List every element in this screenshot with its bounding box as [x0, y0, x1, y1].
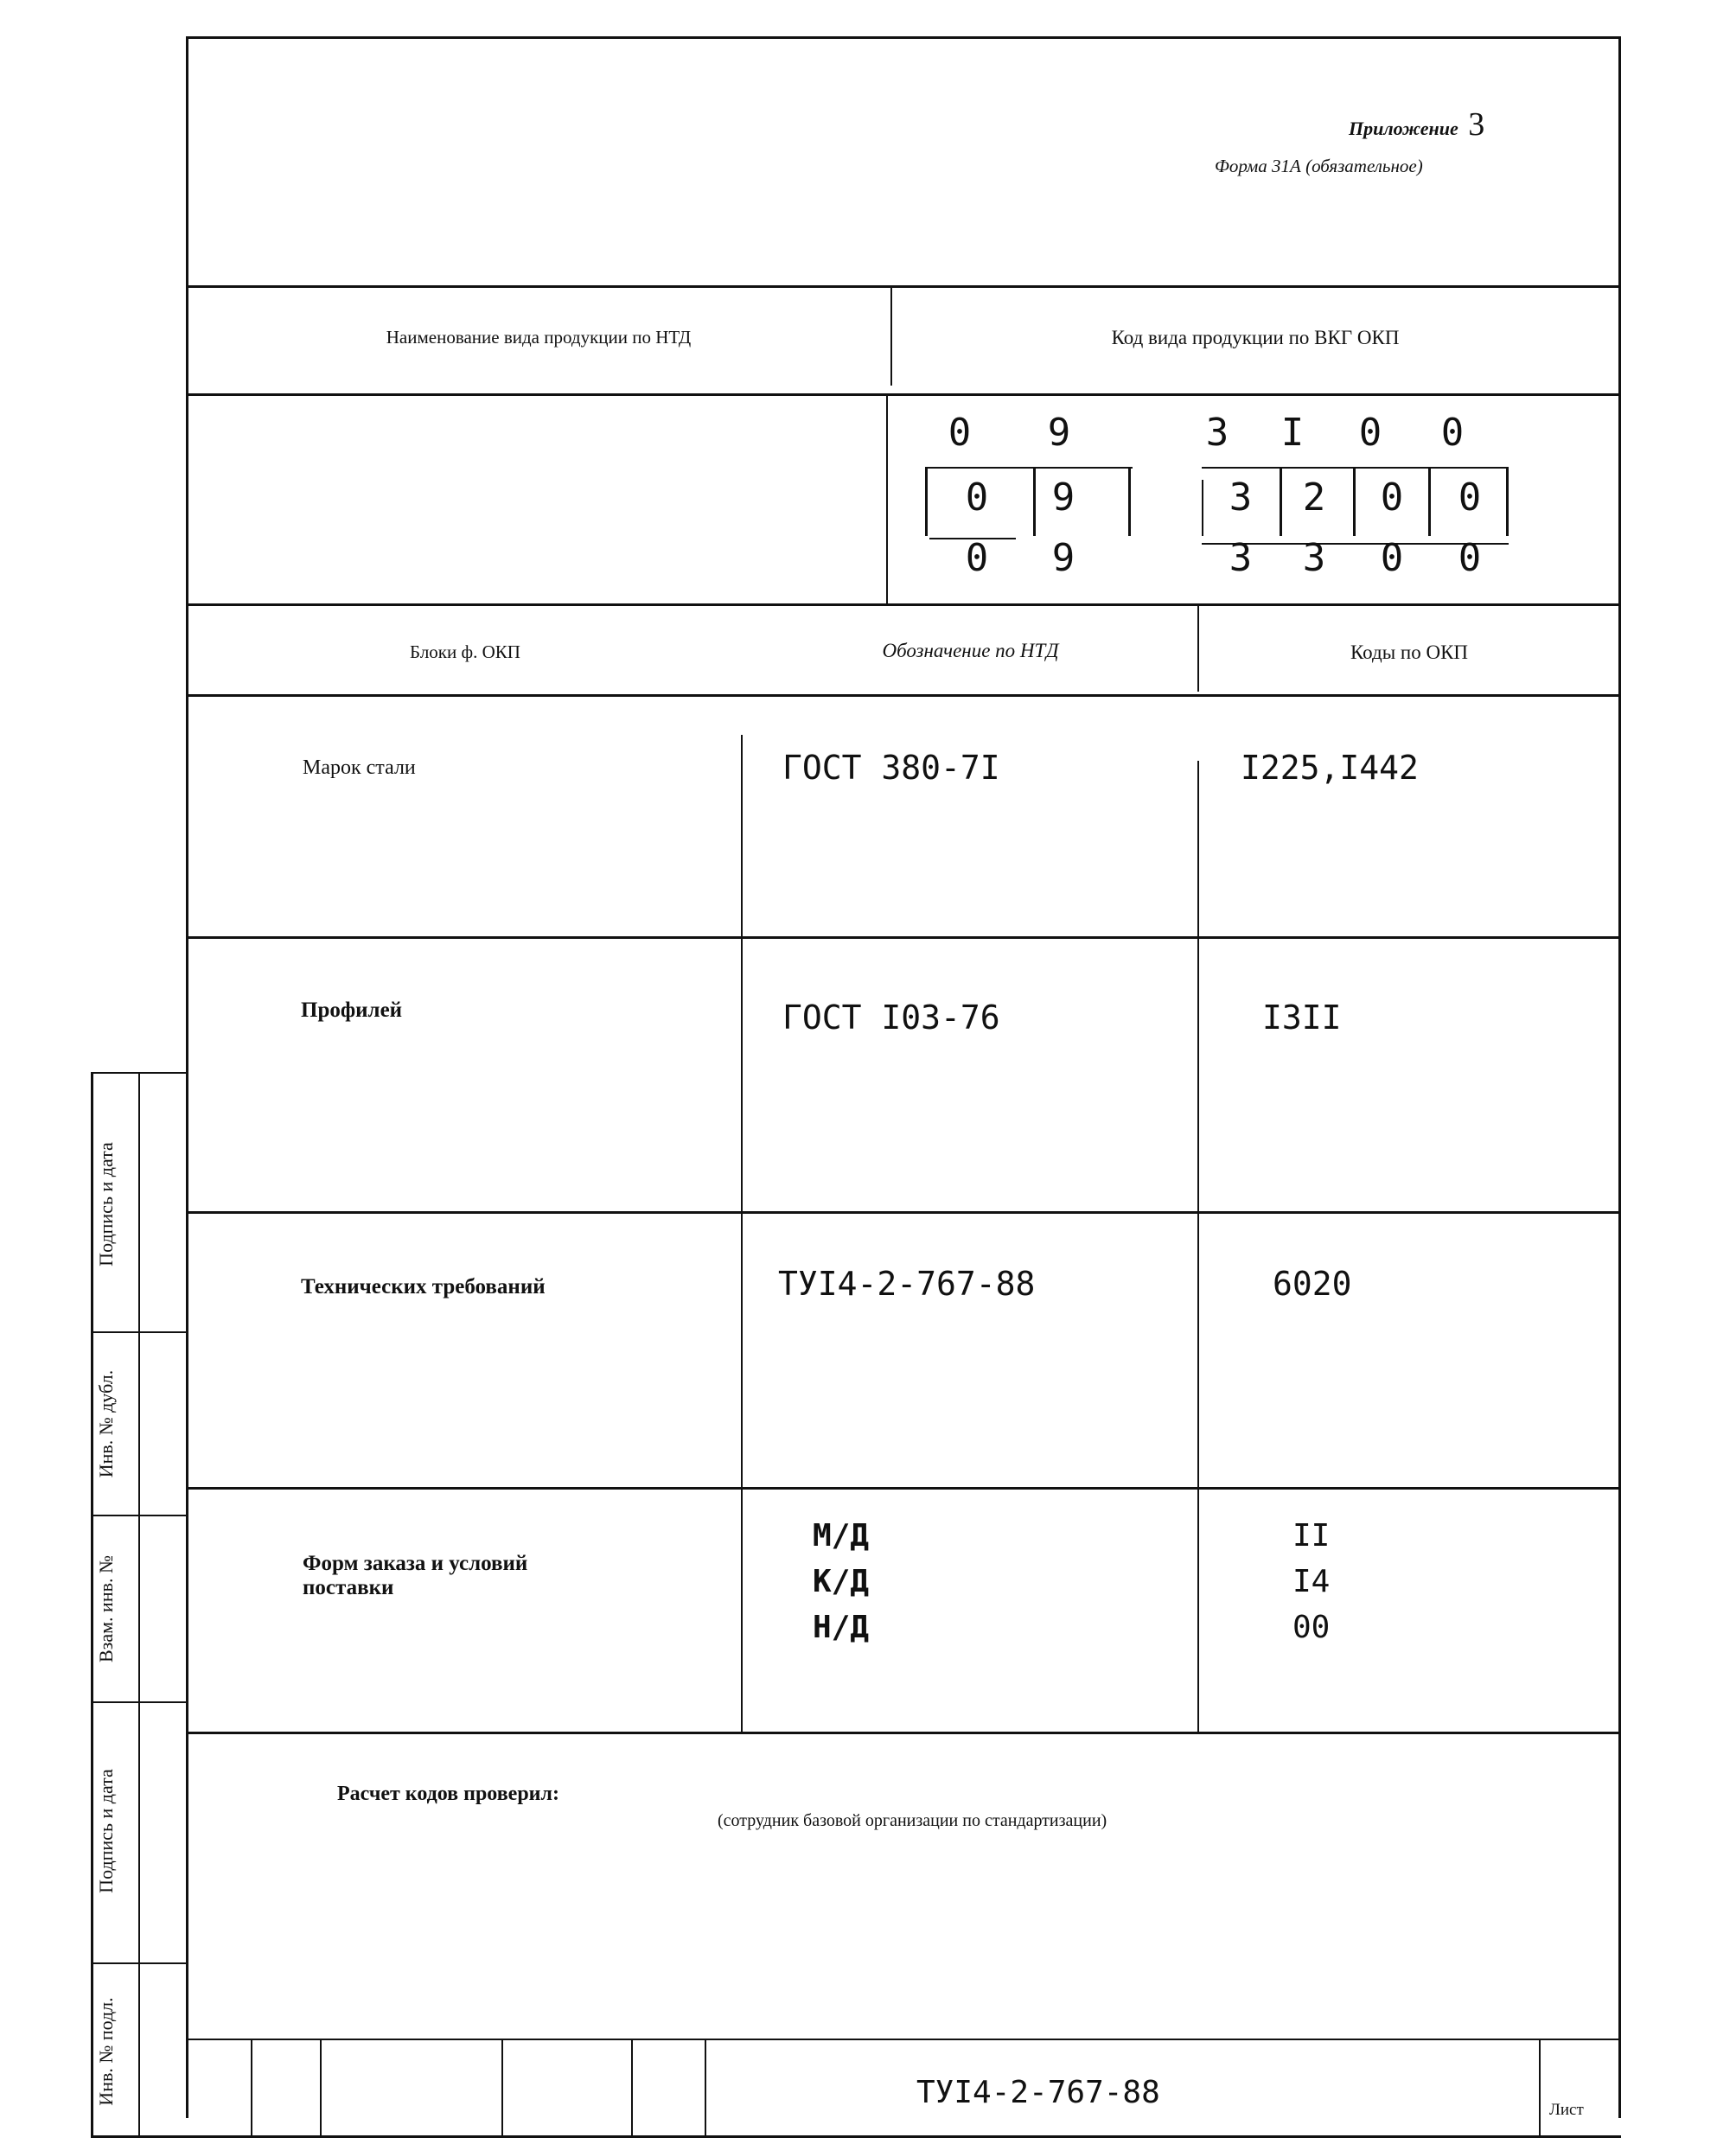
separator	[186, 1732, 1621, 1734]
code-digit: 3	[1205, 411, 1229, 455]
block-column-label: Блоки ф. ОКП	[410, 641, 520, 662]
code-cell: I225,I442	[1241, 749, 1419, 787]
code-digit: 0	[1380, 475, 1404, 520]
side-stamp-line	[91, 1962, 188, 1964]
side-stamp-vzam-inv: Взам. инв. №	[95, 1555, 117, 1662]
frame-right-border	[1618, 36, 1621, 2118]
document-code: ТУI4-2-767-88	[916, 2075, 1160, 2110]
code-digit: 0	[965, 536, 989, 580]
code-digit: 2	[1302, 475, 1326, 520]
block-cell: Профилей	[301, 999, 403, 1022]
code-cell	[1292, 1513, 1330, 1650]
title-block-divider	[320, 2039, 322, 2135]
title-block-divider	[251, 2039, 252, 2135]
separator	[186, 694, 1621, 697]
code-digit: 9	[1047, 411, 1071, 455]
form-label: Форма 31А (обязательное)	[1215, 156, 1423, 176]
code-box-line	[1202, 480, 1203, 536]
side-stamp-inv-dubl: Инв. № дубл.	[95, 1369, 117, 1478]
appendix-label: Приложение 3	[1349, 106, 1485, 143]
code-box-line	[1428, 467, 1431, 536]
designation-line: Н/Д	[813, 1610, 870, 1645]
code-box-line	[1033, 467, 1036, 536]
side-stamp-line	[91, 1515, 188, 1516]
code-digit: 3	[1302, 536, 1326, 580]
side-stamp-inv-podl: Инв. № подл.	[95, 1997, 117, 2106]
designation-cell	[813, 1513, 869, 1650]
designation-cell: ТУI4-2-767-88	[778, 1265, 1036, 1303]
code-cell: I3II	[1262, 999, 1342, 1037]
sheet-label: Лист	[1549, 2101, 1584, 2119]
separator	[186, 1487, 1621, 1490]
code-digit: 0	[1440, 411, 1465, 455]
separator	[186, 285, 1621, 288]
block-cell: Технических требований	[301, 1275, 546, 1299]
appendix-number: 3	[1468, 106, 1485, 143]
designation-line: К/Д	[813, 1564, 870, 1599]
block-cell-line: Форм заказа и условий	[303, 1552, 528, 1575]
code-box-line	[1280, 467, 1282, 536]
title-block-divider	[1539, 2039, 1541, 2135]
product-name-label: Наименование вида продукции по НТД	[386, 327, 692, 348]
code-digit: 9	[1051, 475, 1075, 520]
code-digit: 0	[948, 411, 972, 455]
code-box-line	[1506, 467, 1509, 536]
code-line: II	[1292, 1518, 1331, 1554]
code-box-line	[1353, 467, 1356, 536]
code-digit: 9	[1051, 536, 1075, 580]
separator	[186, 393, 1621, 396]
checked-sub: (сотрудник базовой организации по стандартизации)	[718, 1811, 1107, 1830]
title-block-divider	[501, 2039, 503, 2135]
side-stamp-line	[91, 1072, 188, 1074]
frame-top-border	[186, 36, 1621, 39]
code-box-line	[925, 467, 1133, 469]
designation-line: М/Д	[813, 1518, 870, 1554]
designation-cell: ГОСТ I03-76	[782, 999, 1000, 1037]
side-stamp-line	[91, 1331, 188, 1333]
code-digit: 3	[1229, 536, 1253, 580]
code-box-line	[925, 467, 928, 536]
column-divider	[1197, 605, 1199, 692]
code-box-line	[1128, 467, 1131, 536]
title-block-divider	[631, 2039, 633, 2135]
separator	[186, 603, 1621, 606]
side-stamp-line	[91, 1701, 188, 1703]
title-block-divider	[705, 2039, 706, 2135]
code-line: I4	[1292, 1564, 1331, 1599]
code-cell: 6020	[1273, 1265, 1352, 1303]
code-digit: 0	[1458, 475, 1482, 520]
block-cell: Марок стали	[303, 756, 416, 779]
designation-cell: ГОСТ 380-7I	[782, 749, 1000, 787]
frame-left-border	[186, 36, 188, 2118]
title-block-top	[186, 2039, 1621, 2040]
side-stamp-sign-date-1: Подпись и дата	[95, 1142, 117, 1267]
code-digit: 3	[1229, 475, 1253, 520]
code-digit: 0	[965, 475, 989, 520]
code-digit: 0	[1358, 411, 1382, 455]
code-line: 00	[1292, 1610, 1331, 1645]
code-area-divider	[886, 396, 888, 603]
product-code-label: Код вида продукции по ВКГ ОКП	[1111, 327, 1400, 348]
separator	[186, 1211, 1621, 1214]
code-digit: 0	[1458, 536, 1482, 580]
column-divider	[741, 735, 743, 1733]
side-stamp-outer	[91, 1072, 93, 2137]
codes-column-label: Коды по ОКП	[1350, 641, 1469, 663]
checked-label: Расчет кодов проверил:	[337, 1783, 559, 1805]
block-cell-line: поставки	[303, 1576, 394, 1599]
frame-bottom-border	[91, 2135, 1621, 2138]
separator	[186, 936, 1621, 939]
column-divider	[1197, 761, 1199, 1733]
side-stamp-sign-date-2: Подпись и дата	[95, 1769, 117, 1893]
code-digit: I	[1280, 411, 1305, 455]
code-digit: 0	[1380, 536, 1404, 580]
designation-column-label: Обозначение по НТД	[882, 640, 1059, 661]
side-stamp-inner	[138, 1072, 140, 2137]
block-cell	[303, 1552, 527, 1600]
